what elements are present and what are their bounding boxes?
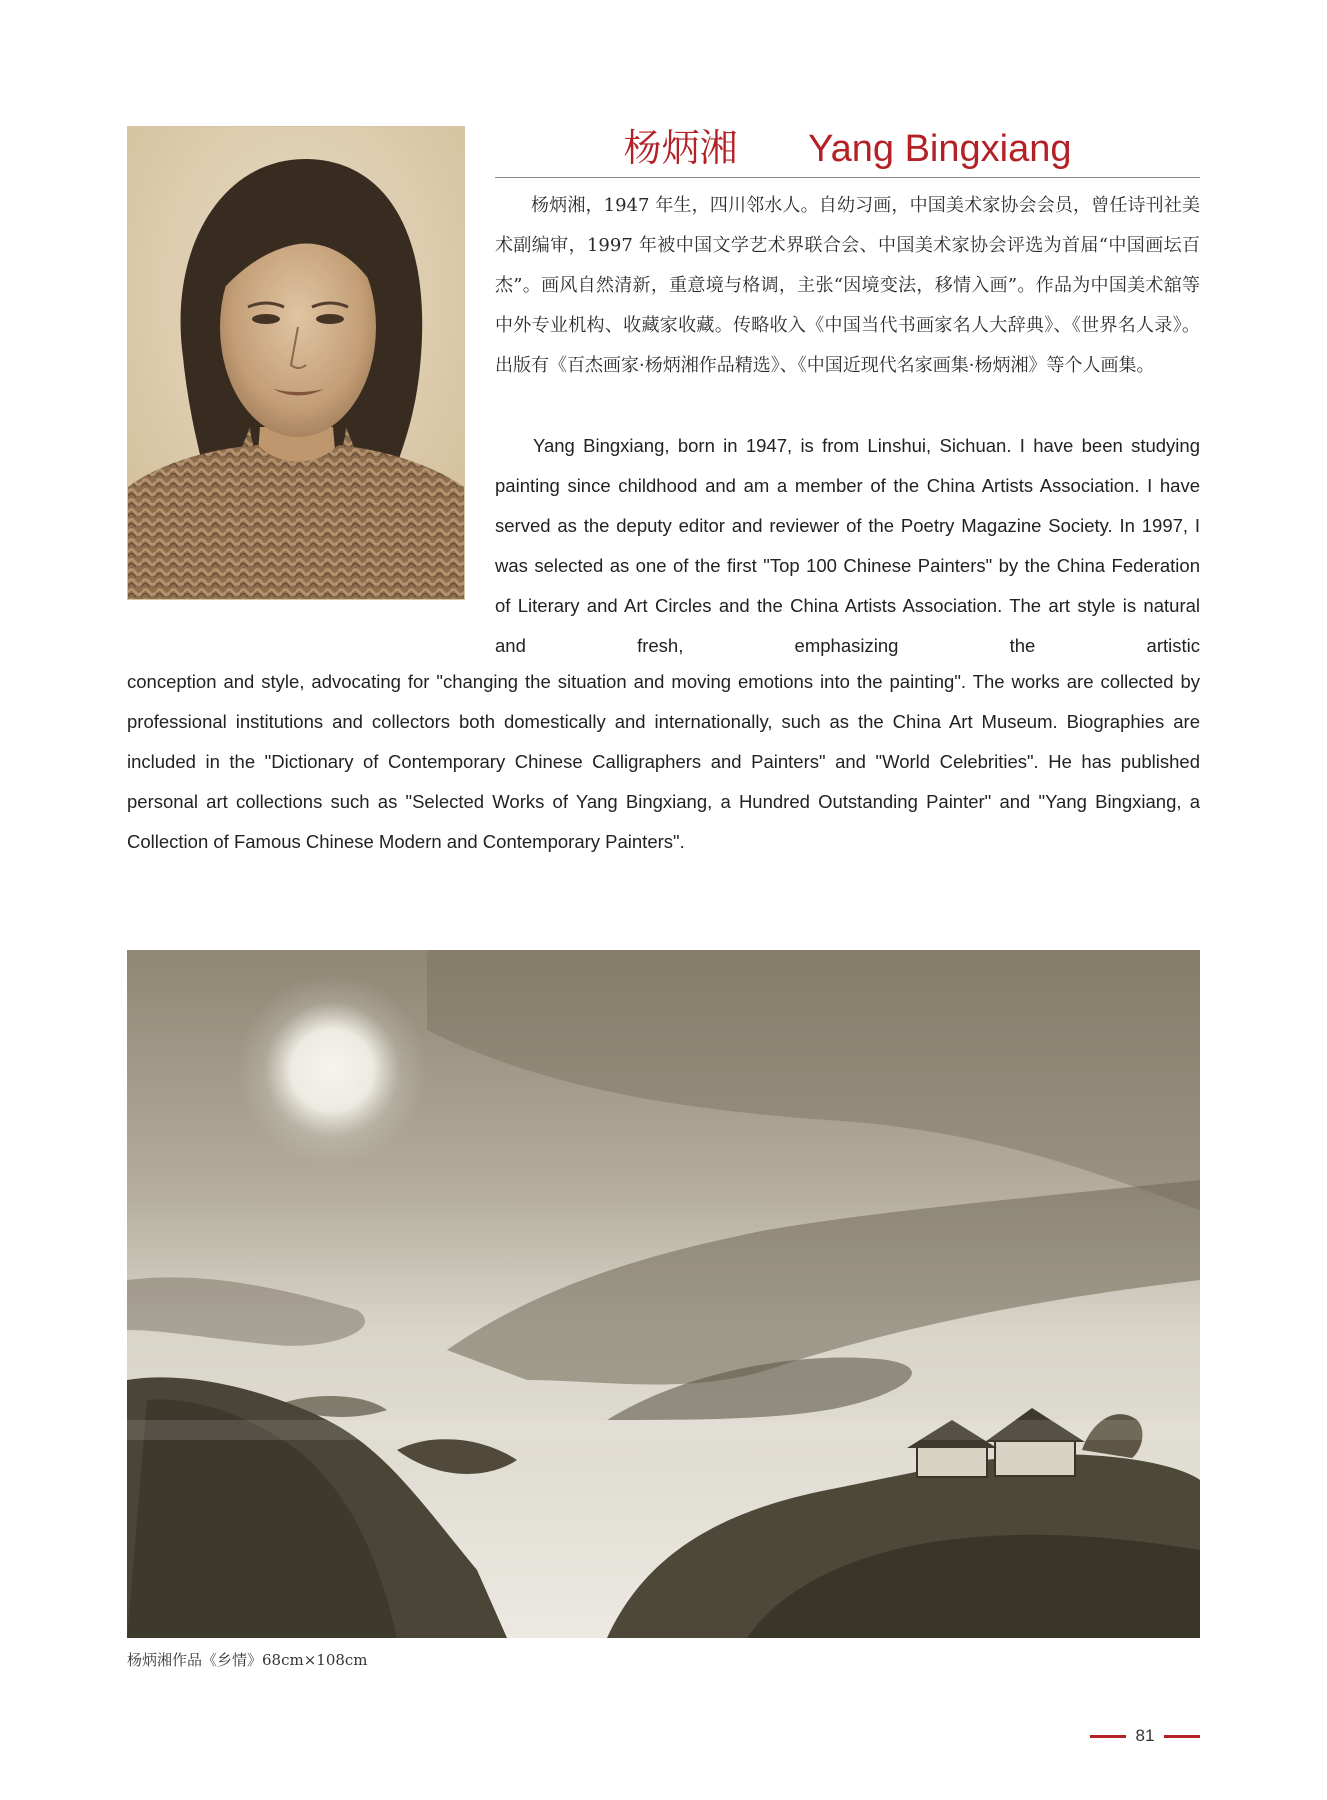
biography-english-part2: conception and style, advocating for "changing the situation and moving emotions into the painting". The works are collected by professional institutions and collectors both domestically and internationally, such as the China Art Museum. Biographies are included in the "Dictionary of Contemporary Chinese Calligraphers and Painters" and "World Celebrities". He has published personal art collections such as "Selected Works of Yang Bingxiang, a Hundred Outstanding Painter" and "Yang Bingxiang, a Collection of Famous Chinese Modern and Contemporary Painters". <box>127 671 1200 852</box>
portrait-image <box>128 127 464 599</box>
landscape-painting-image <box>127 950 1200 1638</box>
artist-name-heading <box>495 118 1200 178</box>
page-number-rule-right <box>1164 1735 1200 1738</box>
page-number <box>1090 1724 1200 1748</box>
page-number-rule-left <box>1090 1735 1126 1738</box>
biography-chinese: 杨炳湘，1947 年生，四川邻水人。自幼习画，中国美术家协会会员，曾任诗刊社美术副编审，1997 年被中国文学艺术界联合会、中国美术家协会评选为首届“中国画坛百杰”。画风自然清新，重意境与格调，主张“因境变法，移情入画”。作品为中国美术舘等中外专业机构、收藏家收藏。传略收入《中国当代书画家名人大辞典》、《世界名人录》。出版有《百杰画家·杨炳湘作品精选》、《中国近现代名家画集·杨炳湘》等个人画集。 <box>495 195 1200 376</box>
title-divider <box>495 177 1200 178</box>
page-number-text: 81 <box>1135 1726 1155 1745</box>
artist-name-english: Yang Bingxiang <box>808 128 1072 170</box>
artwork-painting <box>127 950 1200 1638</box>
biography-english-part1: Yang Bingxiang, born in 1947, is from Linshui, Sichuan. I have been studying painting since childhood and am a member of the China Artists Association. I have served as the deputy editor and reviewer of the Poetry Magazine Society. In 1997, I was selected as one of the first "Top 100 Chinese Painters" by the China Federation of Literary and Art Circles and the China Artists Association. The art style is natural and fresh, emphasizing the artistic <box>495 435 1200 656</box>
artwork-caption: 杨炳湘作品《乡情》68cm×108cm <box>127 1651 368 1669</box>
artist-name-chinese: 杨炳湘 <box>623 126 738 170</box>
artist-portrait-photo <box>127 126 465 600</box>
